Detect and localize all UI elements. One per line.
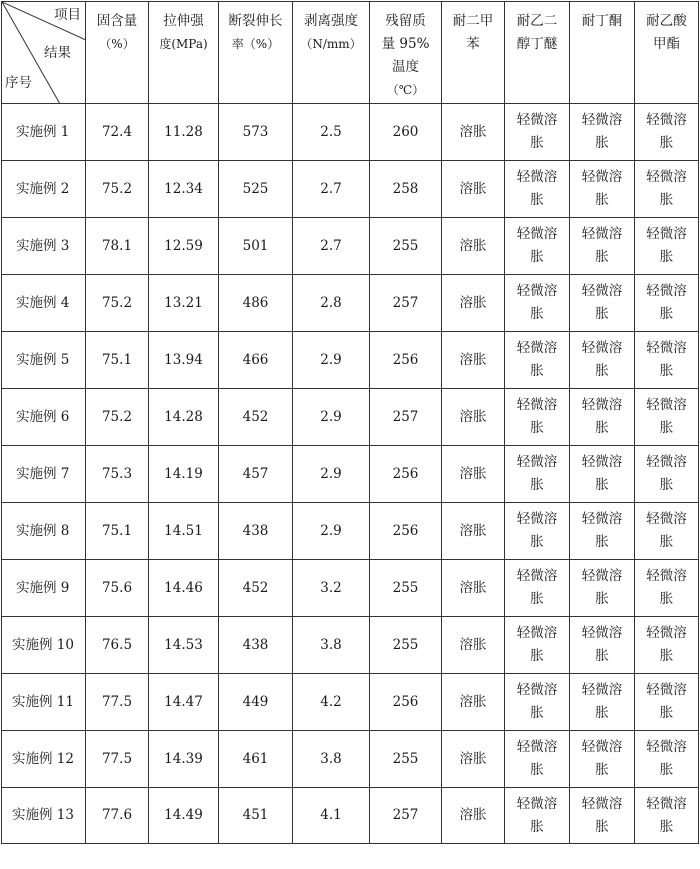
row-label-cell: 实施例 2 [2, 161, 86, 218]
row-label-cell: 实施例 7 [2, 446, 86, 503]
mek-resistance-cell [570, 161, 635, 218]
cell-text-line: 胀 [595, 363, 609, 379]
egbe-resistance-cell [505, 389, 570, 446]
cell-text-line: 胀 [530, 306, 544, 322]
methyl-acetate-resistance-cell [635, 389, 699, 446]
header-text-line: 拉伸强 [163, 13, 204, 29]
cell-text-line: 轻微溶 [516, 682, 558, 698]
peel-strength-cell: 2.7 [293, 218, 370, 275]
tensile-strength-cell: 14.28 [149, 389, 219, 446]
header-row [2, 2, 699, 104]
cell-text-line: 胀 [595, 420, 609, 436]
cell-text-line: 胀 [595, 249, 609, 265]
table-row [2, 218, 699, 275]
residual-temp-cell: 255 [370, 218, 442, 275]
peel-strength-cell: 2.9 [293, 389, 370, 446]
xylene-resistance-cell: 溶胀 [442, 503, 505, 560]
solid-content-cell: 75.1 [86, 503, 149, 560]
tensile-strength-cell: 12.34 [149, 161, 219, 218]
cell-text-line: 轻微溶 [646, 112, 687, 128]
table-row [2, 674, 699, 731]
cell-text-line: 胀 [595, 306, 609, 322]
cell-text-line: 轻微溶 [646, 568, 687, 584]
mek-resistance-cell [570, 332, 635, 389]
table-row [2, 161, 699, 218]
xylene-resistance-cell: 溶胀 [442, 674, 505, 731]
peel-strength-cell: 2.5 [293, 104, 370, 161]
elongation-cell: 457 [219, 446, 293, 503]
solid-content-cell: 75.2 [86, 275, 149, 332]
cell-text-line: 轻微溶 [516, 625, 558, 641]
cell-text-line: 轻微溶 [581, 283, 623, 299]
methyl-acetate-resistance-cell [635, 503, 699, 560]
header-text-line: 苯 [466, 36, 480, 52]
residual-temp-cell: 258 [370, 161, 442, 218]
egbe-resistance-cell [505, 731, 570, 788]
header-xylene-resistance [442, 2, 505, 104]
header-text-line: 量 95% [381, 36, 430, 52]
cell-text-line: 轻微溶 [646, 226, 687, 242]
row-label-cell: 实施例 9 [2, 560, 86, 617]
cell-text-line: 轻微溶 [581, 112, 623, 128]
solid-content-cell: 75.6 [86, 560, 149, 617]
cell-text-line: 轻微溶 [581, 397, 623, 413]
peel-strength-cell: 2.9 [293, 503, 370, 560]
row-label-cell: 实施例 10 [2, 617, 86, 674]
cell-text-line: 胀 [530, 420, 544, 436]
elongation-cell: 525 [219, 161, 293, 218]
header-text-line: 断裂伸长 [228, 13, 283, 29]
cell-text-line: 胀 [659, 591, 674, 607]
methyl-acetate-resistance-cell [635, 104, 699, 161]
egbe-resistance-cell [505, 788, 570, 844]
xylene-resistance-cell: 溶胀 [442, 275, 505, 332]
methyl-acetate-resistance-cell [635, 788, 699, 844]
header-text-line: 醇丁醚 [516, 36, 558, 52]
header-text-line: 耐二甲 [452, 13, 494, 29]
header-residual-temp [370, 2, 442, 104]
cell-text-line: 轻微溶 [581, 682, 623, 698]
row-label-cell: 实施例 13 [2, 788, 86, 844]
cell-text-line: 轻微溶 [516, 511, 558, 527]
header-text-line: 耐丁酮 [581, 13, 623, 29]
residual-temp-cell: 257 [370, 275, 442, 332]
mek-resistance-cell [570, 731, 635, 788]
cell-text-line: 轻微溶 [516, 283, 558, 299]
mek-resistance-cell [570, 275, 635, 332]
residual-temp-cell: 255 [370, 731, 442, 788]
corner-label-results: 结果 [44, 45, 71, 61]
row-label-cell: 实施例 6 [2, 389, 86, 446]
cell-text-line: 胀 [530, 818, 544, 835]
corner-label-number: 序号 [5, 75, 32, 91]
elongation-cell: 452 [219, 560, 293, 617]
tensile-strength-cell: 11.28 [149, 104, 219, 161]
header-text-line: 剥离强度 [304, 13, 358, 29]
row-label-cell: 实施例 4 [2, 275, 86, 332]
egbe-resistance-cell [505, 617, 570, 674]
cell-text-line: 胀 [530, 135, 544, 151]
cell-text-line: 轻微溶 [516, 454, 558, 470]
mek-resistance-cell [570, 617, 635, 674]
cell-text-line: 胀 [595, 648, 609, 664]
cell-text-line: 胀 [530, 591, 544, 607]
cell-text-line: 轻微溶 [646, 795, 687, 812]
solid-content-cell: 75.3 [86, 446, 149, 503]
cell-text-line: 轻微溶 [581, 169, 623, 185]
solid-content-cell: 75.2 [86, 389, 149, 446]
header-elongation [219, 2, 293, 104]
elongation-cell: 501 [219, 218, 293, 275]
cell-text-line: 胀 [530, 534, 544, 550]
peel-strength-cell: 3.8 [293, 617, 370, 674]
elongation-cell: 438 [219, 503, 293, 560]
egbe-resistance-cell [505, 332, 570, 389]
row-label-cell: 实施例 5 [2, 332, 86, 389]
solid-content-cell: 77.5 [86, 731, 149, 788]
xylene-resistance-cell: 溶胀 [442, 104, 505, 161]
corner-label-items: 项目 [54, 7, 81, 23]
mek-resistance-cell [570, 389, 635, 446]
cell-text-line: 胀 [659, 477, 674, 493]
cell-text-line: 胀 [530, 648, 544, 664]
cell-text-line: 胀 [530, 192, 544, 208]
cell-text-line: 轻微溶 [646, 283, 687, 299]
cell-text-line: 轻微溶 [516, 739, 558, 755]
header-methyl-acetate-resistance [635, 2, 699, 104]
methyl-acetate-resistance-cell [635, 674, 699, 731]
egbe-resistance-cell [505, 161, 570, 218]
cell-text-line: 轻微溶 [516, 795, 558, 812]
xylene-resistance-cell: 溶胀 [442, 446, 505, 503]
cell-text-line: 胀 [659, 192, 674, 208]
egbe-resistance-cell [505, 218, 570, 275]
cell-text-line: 轻微溶 [646, 625, 687, 641]
header-text-line: （%） [99, 37, 135, 51]
residual-temp-cell: 257 [370, 389, 442, 446]
tensile-strength-cell: 14.49 [149, 788, 219, 844]
header-text-line: 固含量 [96, 13, 138, 29]
header-text-line: 耐乙二 [516, 13, 558, 29]
cell-text-line: 胀 [659, 762, 674, 778]
residual-temp-cell: 257 [370, 788, 442, 844]
header-text-line: （N/mm） [300, 37, 362, 51]
methyl-acetate-resistance-cell [635, 446, 699, 503]
solid-content-cell: 75.2 [86, 161, 149, 218]
tensile-strength-cell: 13.21 [149, 275, 219, 332]
elongation-cell: 466 [219, 332, 293, 389]
cell-text-line: 胀 [530, 705, 544, 721]
header-tensile-strength [149, 2, 219, 104]
header-mek-resistance [570, 2, 635, 104]
cell-text-line: 胀 [659, 818, 674, 835]
table-row [2, 104, 699, 161]
methyl-acetate-resistance-cell [635, 731, 699, 788]
row-label-cell: 实施例 1 [2, 104, 86, 161]
cell-text-line: 轻微溶 [581, 795, 623, 812]
residual-temp-cell: 255 [370, 617, 442, 674]
elongation-cell: 573 [219, 104, 293, 161]
peel-strength-cell: 2.7 [293, 161, 370, 218]
egbe-resistance-cell [505, 674, 570, 731]
methyl-acetate-resistance-cell [635, 332, 699, 389]
solid-content-cell: 75.1 [86, 332, 149, 389]
residual-temp-cell: 255 [370, 560, 442, 617]
cell-text-line: 轻微溶 [581, 226, 623, 242]
cell-text-line: 轻微溶 [581, 568, 623, 584]
peel-strength-cell: 4.2 [293, 674, 370, 731]
cell-text-line: 胀 [659, 648, 674, 664]
peel-strength-cell: 2.9 [293, 446, 370, 503]
row-label-cell: 实施例 3 [2, 218, 86, 275]
egbe-resistance-cell [505, 560, 570, 617]
peel-strength-cell: 4.1 [293, 788, 370, 844]
xylene-resistance-cell: 溶胀 [442, 161, 505, 218]
residual-temp-cell: 256 [370, 674, 442, 731]
residual-temp-cell: 256 [370, 446, 442, 503]
cell-text-line: 轻微溶 [516, 340, 558, 356]
cell-text-line: 轻微溶 [516, 226, 558, 242]
cell-text-line: 胀 [659, 534, 674, 550]
mek-resistance-cell [570, 788, 635, 844]
cell-text-line: 轻微溶 [646, 340, 687, 356]
row-label-cell: 实施例 8 [2, 503, 86, 560]
cell-text-line: 胀 [659, 306, 674, 322]
row-label-cell: 实施例 12 [2, 731, 86, 788]
methyl-acetate-resistance-cell [635, 617, 699, 674]
cell-text-line: 胀 [659, 705, 674, 721]
cell-text-line: 胀 [659, 135, 674, 151]
tensile-strength-cell: 14.51 [149, 503, 219, 560]
cell-text-line: 轻微溶 [646, 682, 687, 698]
cell-text-line: 胀 [595, 705, 609, 721]
table-row [2, 503, 699, 560]
cell-text-line: 轻微溶 [646, 169, 687, 185]
cell-text-line: 胀 [530, 477, 544, 493]
methyl-acetate-resistance-cell [635, 218, 699, 275]
table-row [2, 446, 699, 503]
residual-temp-cell: 256 [370, 503, 442, 560]
cell-text-line: 胀 [659, 363, 674, 379]
cell-text-line: 轻微溶 [646, 454, 687, 470]
elongation-cell: 451 [219, 788, 293, 844]
table-row [2, 332, 699, 389]
mek-resistance-cell [570, 674, 635, 731]
table-row [2, 275, 699, 332]
header-egbe-resistance [505, 2, 570, 104]
tensile-strength-cell: 13.94 [149, 332, 219, 389]
xylene-resistance-cell: 溶胀 [442, 560, 505, 617]
mek-resistance-cell [570, 104, 635, 161]
header-text-line: 温度 [392, 59, 419, 75]
egbe-resistance-cell [505, 446, 570, 503]
row-label-cell: 实施例 11 [2, 674, 86, 731]
xylene-resistance-cell: 溶胀 [442, 731, 505, 788]
xylene-resistance-cell: 溶胀 [442, 218, 505, 275]
cell-text-line: 轻微溶 [516, 568, 558, 584]
header-peel-strength [293, 2, 370, 104]
cell-text-line: 胀 [595, 534, 609, 550]
elongation-cell: 449 [219, 674, 293, 731]
table-row [2, 731, 699, 788]
residual-temp-cell: 256 [370, 332, 442, 389]
tensile-strength-cell: 14.19 [149, 446, 219, 503]
methyl-acetate-resistance-cell [635, 161, 699, 218]
mek-resistance-cell [570, 560, 635, 617]
methyl-acetate-resistance-cell [635, 275, 699, 332]
tensile-strength-cell: 14.46 [149, 560, 219, 617]
xylene-resistance-cell: 溶胀 [442, 617, 505, 674]
elongation-cell: 452 [219, 389, 293, 446]
cell-text-line: 轻微溶 [516, 397, 558, 413]
elongation-cell: 461 [219, 731, 293, 788]
peel-strength-cell: 3.2 [293, 560, 370, 617]
cell-text-line: 胀 [595, 192, 609, 208]
xylene-resistance-cell: 溶胀 [442, 389, 505, 446]
corner-header-cell [2, 2, 86, 104]
mek-resistance-cell [570, 218, 635, 275]
header-text-line: （℃） [386, 83, 425, 97]
elongation-cell: 438 [219, 617, 293, 674]
cell-text-line: 胀 [595, 591, 609, 607]
cell-text-line: 轻微溶 [646, 739, 687, 755]
tensile-strength-cell: 12.59 [149, 218, 219, 275]
solid-content-cell: 76.5 [86, 617, 149, 674]
mek-resistance-cell [570, 503, 635, 560]
peel-strength-cell: 2.8 [293, 275, 370, 332]
results-table [1, 1, 699, 844]
cell-text-line: 胀 [659, 420, 674, 436]
peel-strength-cell: 2.9 [293, 332, 370, 389]
cell-text-line: 胀 [595, 818, 609, 835]
header-text-line: 残留质 [385, 13, 426, 29]
solid-content-cell: 77.6 [86, 788, 149, 844]
header-text-line: 甲酯 [653, 36, 680, 52]
table-row [2, 389, 699, 446]
cell-text-line: 轻微溶 [516, 169, 558, 185]
egbe-resistance-cell [505, 503, 570, 560]
header-text-line: 率（%） [231, 37, 280, 51]
table-row [2, 617, 699, 674]
tensile-strength-cell: 14.47 [149, 674, 219, 731]
cell-text-line: 轻微溶 [516, 112, 558, 128]
solid-content-cell: 72.4 [86, 104, 149, 161]
tensile-strength-cell: 14.39 [149, 731, 219, 788]
cell-text-line: 轻微溶 [581, 454, 623, 470]
cell-text-line: 胀 [530, 363, 544, 379]
residual-temp-cell: 260 [370, 104, 442, 161]
mek-resistance-cell [570, 446, 635, 503]
cell-text-line: 胀 [595, 477, 609, 493]
elongation-cell: 486 [219, 275, 293, 332]
egbe-resistance-cell [505, 104, 570, 161]
cell-text-line: 轻微溶 [581, 340, 623, 356]
tensile-strength-cell: 14.53 [149, 617, 219, 674]
peel-strength-cell: 3.8 [293, 731, 370, 788]
solid-content-cell: 77.5 [86, 674, 149, 731]
header-solid-content [86, 2, 149, 104]
methyl-acetate-resistance-cell [635, 560, 699, 617]
cell-text-line: 轻微溶 [581, 511, 623, 527]
xylene-resistance-cell: 溶胀 [442, 332, 505, 389]
cell-text-line: 胀 [595, 762, 609, 778]
cell-text-line: 胀 [530, 762, 544, 778]
cell-text-line: 轻微溶 [581, 739, 623, 755]
solid-content-cell: 78.1 [86, 218, 149, 275]
cell-text-line: 轻微溶 [581, 625, 623, 641]
egbe-resistance-cell [505, 275, 570, 332]
cell-text-line: 轻微溶 [646, 511, 687, 527]
cell-text-line: 胀 [530, 249, 544, 265]
xylene-resistance-cell: 溶胀 [442, 788, 505, 844]
cell-text-line: 轻微溶 [646, 397, 687, 413]
header-text-line: 度(MPa) [159, 37, 208, 51]
header-text-line: 耐乙酸 [646, 13, 687, 29]
table-row [2, 560, 699, 617]
cell-text-line: 胀 [595, 135, 609, 151]
cell-text-line: 胀 [659, 249, 674, 265]
table-row [2, 788, 699, 844]
